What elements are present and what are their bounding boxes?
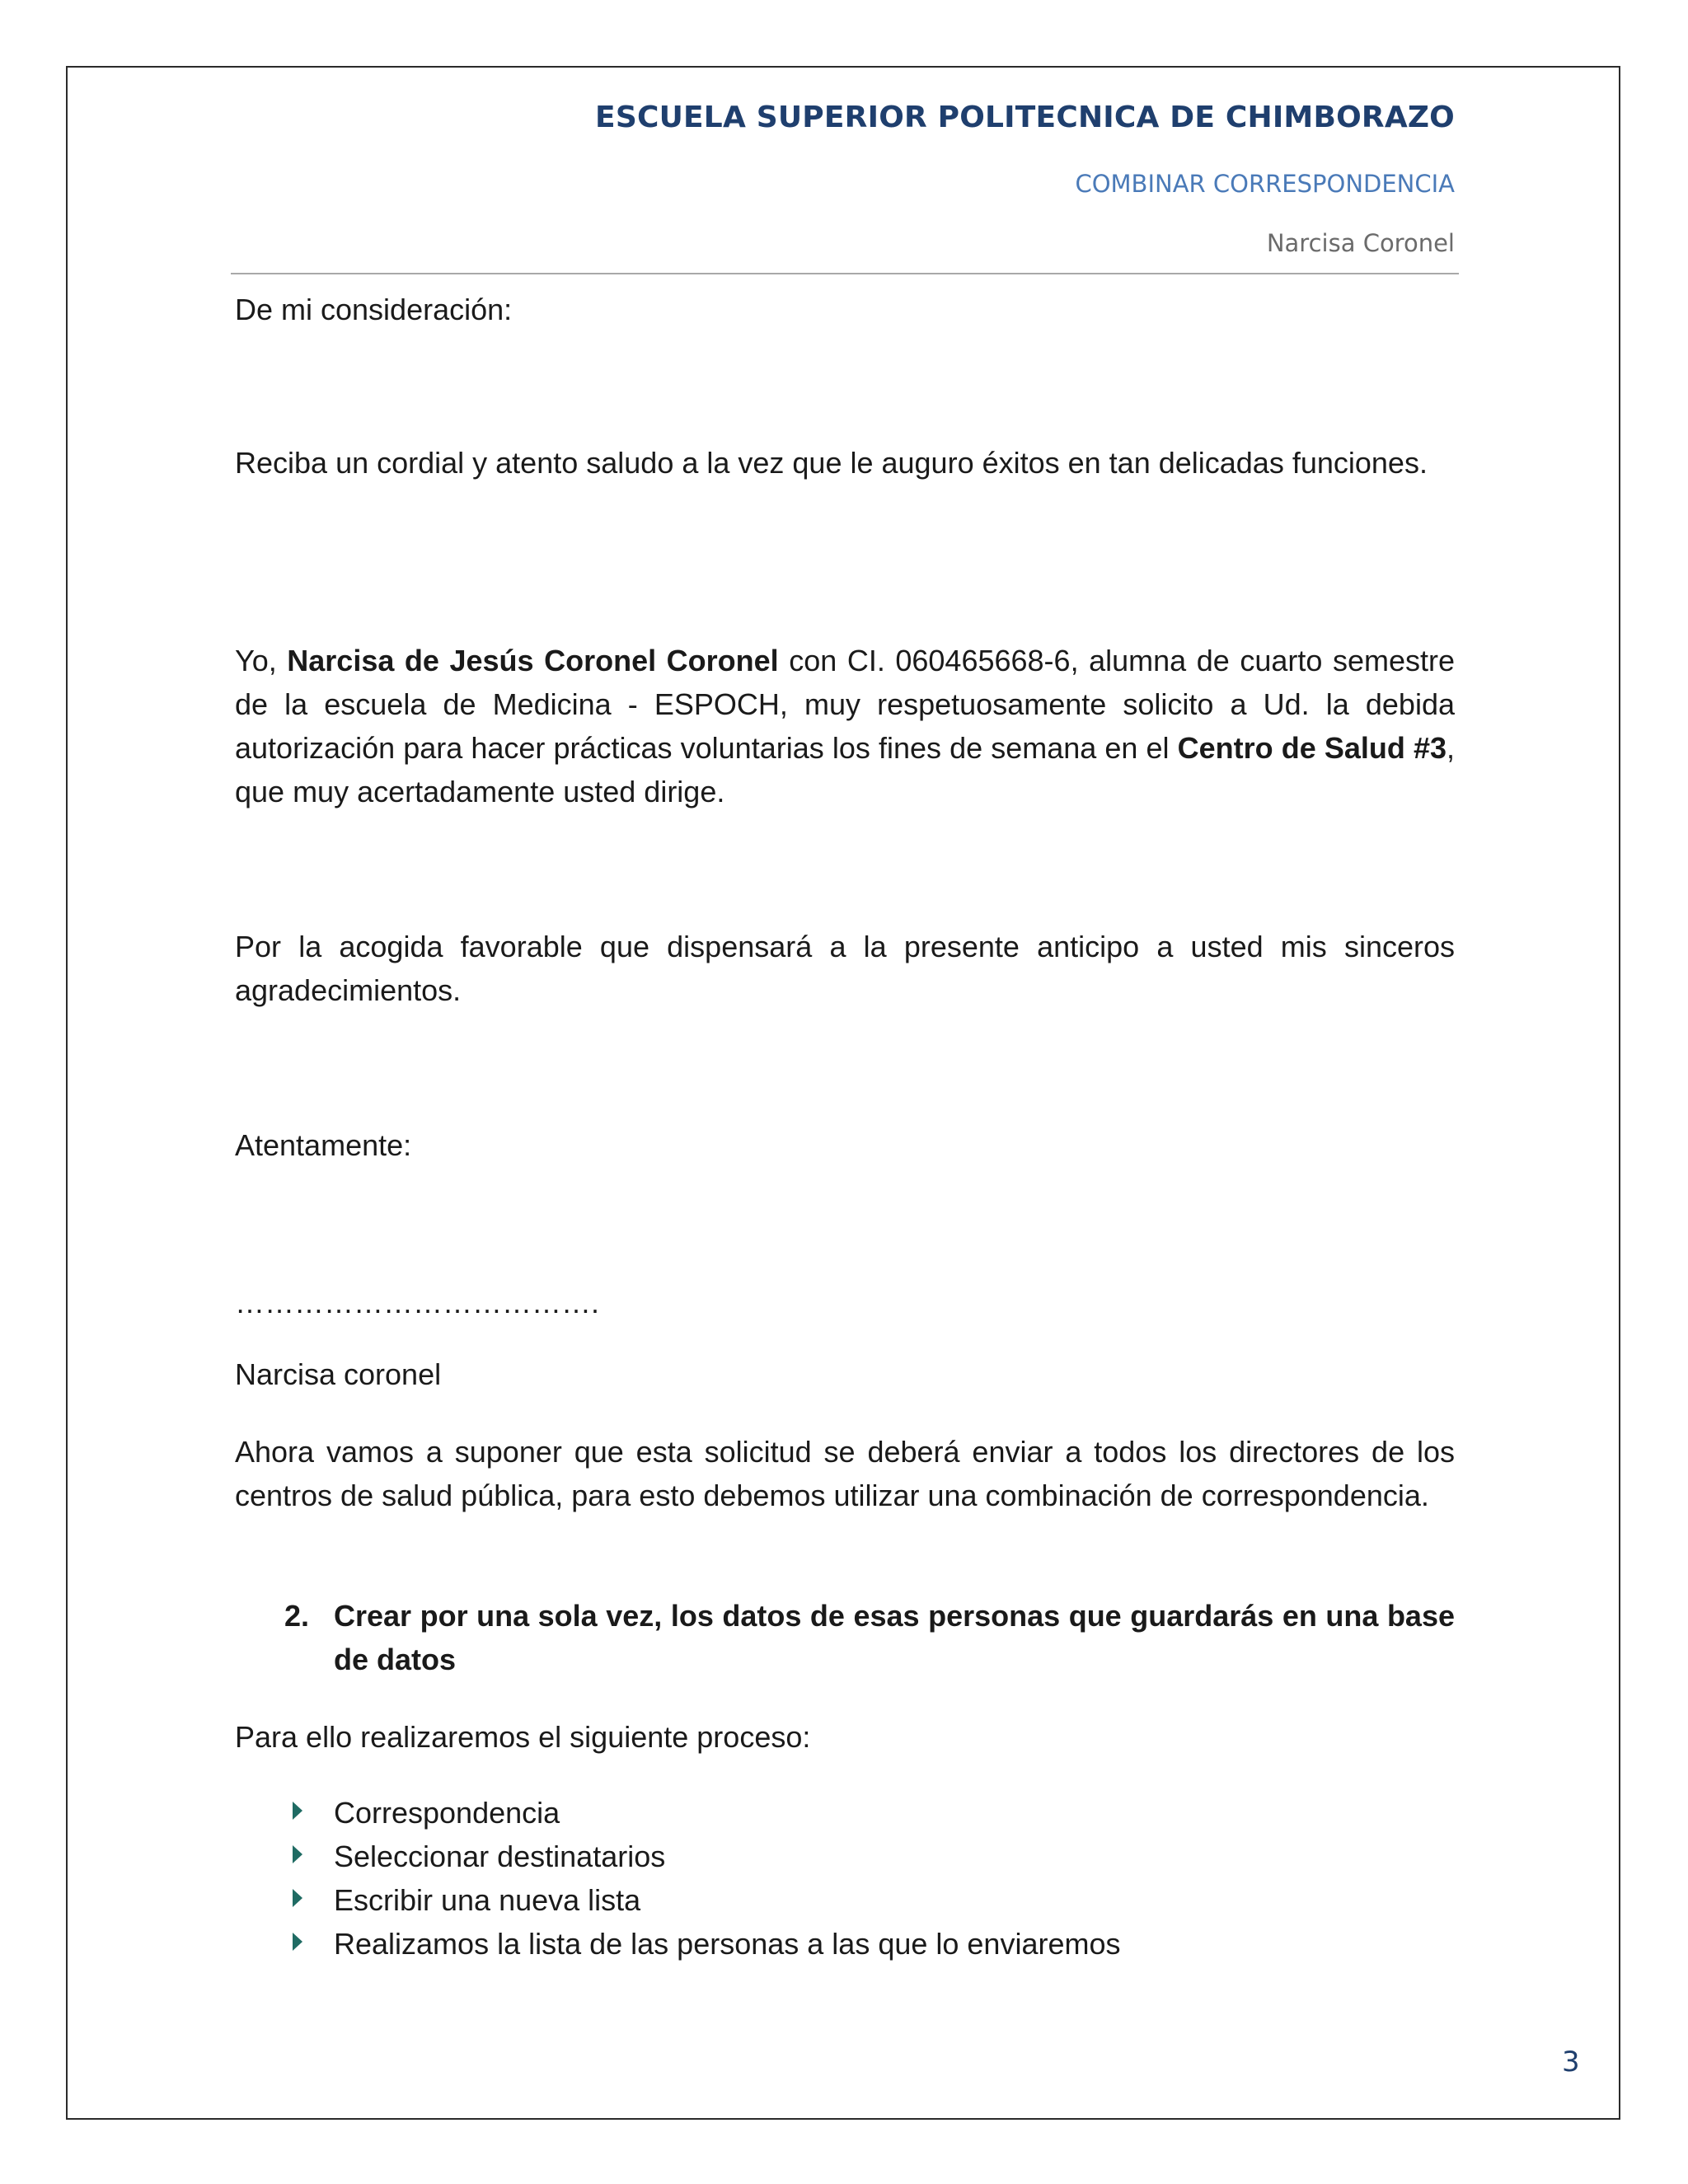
letter-greeting: De mi consideración: <box>235 293 513 326</box>
letter-closing: Atentamente: <box>235 1128 412 1162</box>
header-divider <box>231 273 1459 274</box>
signature-name: Narcisa coronel <box>235 1357 442 1391</box>
process-intro: Para ello realizaremos el siguiente proceso: <box>235 1720 811 1754</box>
letter-paragraph-3: Por la acogida favorable que dispensará a la presente anticipo a usted mis sinceros agradecimientos. <box>235 930 1455 1007</box>
step-text: Crear por una sola vez, los datos de esas personas que guardarás en una base de datos <box>334 1599 1455 1676</box>
paragraph-2-intro: Yo, <box>235 644 288 677</box>
numbered-step <box>284 1594 1455 1681</box>
header-subtitle: COMBINAR CORRESPONDENCIA <box>1075 170 1455 198</box>
paragraph-2-body: con CI. 060465668-6, alumna de cuarto semestre de la escuela de Medicina - ESPOCH, muy respetuosamente solicito a Ud. la debida autorización para hacer prácticas voluntarias los fines de semana en el <box>235 644 1455 765</box>
list-item <box>293 1835 1455 1878</box>
page-number: 3 <box>1562 2046 1580 2079</box>
list-item <box>293 1878 1455 1922</box>
bullet-arrow-icon <box>293 1845 302 1863</box>
student-name: Narcisa de Jesús Coronel Coronel <box>287 644 779 677</box>
list-item-label: Realizamos la lista de las personas a las que lo enviaremos <box>334 1927 1121 1961</box>
explanation-paragraph: Ahora vamos a suponer que esta solicitud se deberá enviar a todos los directores de los centros de salud pública, para esto debemos utilizar una combinación de correspondencia. <box>235 1435 1455 1512</box>
health-center-name: Centro de Salud #3 <box>1177 731 1447 765</box>
bullet-arrow-icon <box>293 1933 302 1951</box>
process-list <box>293 1791 1455 1966</box>
list-item-label: Seleccionar destinatarios <box>334 1840 666 1873</box>
letter-paragraph-2 <box>235 639 1455 813</box>
list-item-label: Escribir una nueva lista <box>334 1883 641 1917</box>
bullet-arrow-icon <box>293 1889 302 1907</box>
letter-paragraph-1: Reciba un cordial y atento saludo a la vez que le auguro éxitos en tan delicadas funciones. <box>235 446 1428 480</box>
list-item <box>293 1791 1455 1835</box>
list-item <box>293 1922 1455 1966</box>
signature-line: ………………………………. <box>235 1286 600 1319</box>
bullet-arrow-icon <box>293 1802 302 1820</box>
paragraph-2-end: , que muy acertadamente usted dirige. <box>235 731 1456 808</box>
list-item-label: Correspondencia <box>334 1796 560 1830</box>
step-number: 2. <box>284 1599 310 1633</box>
header-title: ESCUELA SUPERIOR POLITECNICA DE CHIMBORAZO <box>595 101 1455 134</box>
header-author: Narcisa Coronel <box>1266 229 1455 257</box>
